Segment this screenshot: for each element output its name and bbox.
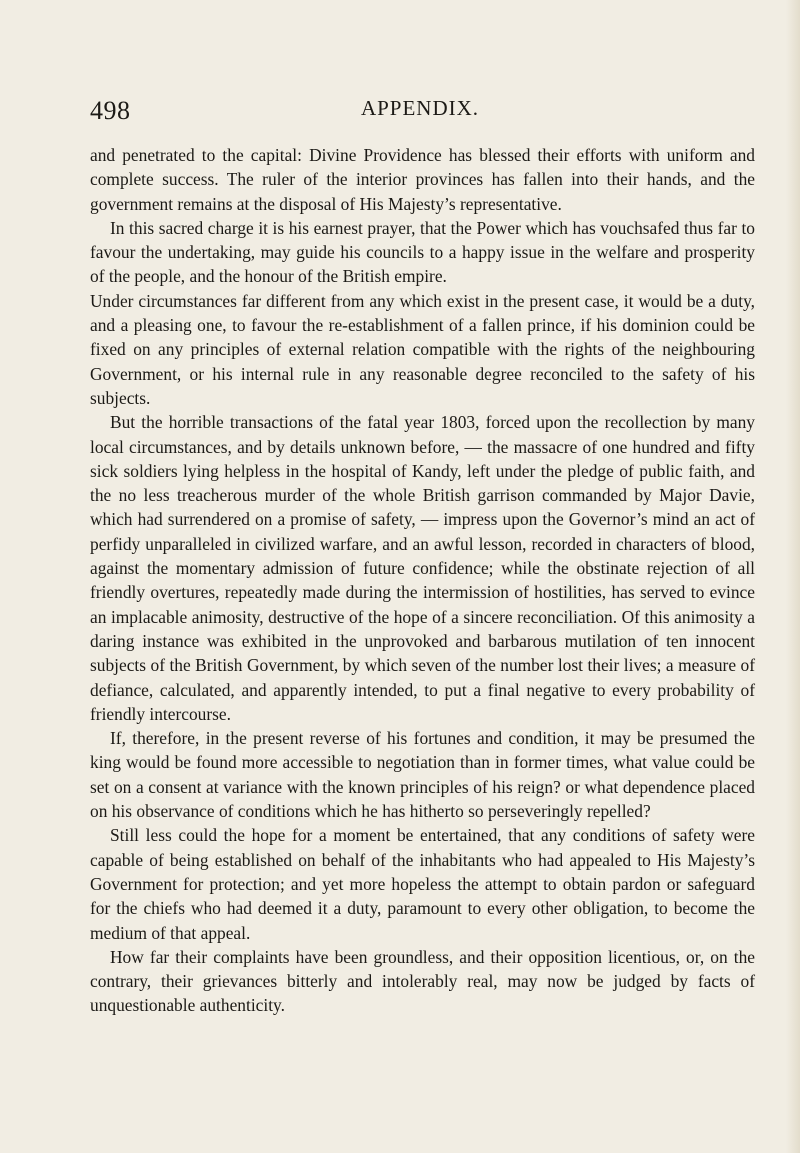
page-header [90, 96, 750, 136]
paragraph-5: If, therefore, in the present reverse of his fortunes and condition, it may be presumed the king would be found more accessible to negotiation than in former times, what value could be set on a consent at variance with the known principles of his reign? or what dependence placed on his observance of conditions which he has hitherto so perseveringly repelled? [90, 728, 755, 822]
running-head: APPENDIX. [360, 96, 480, 120]
page-edge-shadow [786, 0, 800, 1153]
paragraph-7: How far their complaints have been groundless, and their opposition licentious, or, on the contrary, their grievances bitterly and intolerably real, may now be judged by facts of unquestionable authenticity. [90, 946, 755, 1016]
paragraph-4: But the horrible transactions of the fatal year 1803, forced upon the recollection by many local circumstances, and by details unknown before, — the massacre of one hundred and fifty sick soldiers lying helpless in the hospital of Kandy, left under the pledge of public faith, and the no less treacherous murder of the whole British garrison commanded by Major Davie, which had surrendered on a promise of safety, — impress upon the Governor’s mind an act of perfidy unparalleled in civilized warfare, and an awful lesson, recorded in characters of blood, against the momentary admission of future confidence; while the obstinate rejection of all friendly overtures, repeatedly made during the intermission of hostilities, has served to evince an implacable animosity, destructive of the hope of a sincere reconciliation. Of this animosity a daring instance was exhibited in the unprovoked and barbarous mutilation of ten innocent subjects of the British Government, by which seven of the number lost their lives; a measure of defiance, calculated, and apparently intended, to put a final negative to every probability of friendly intercourse. [90, 412, 755, 724]
paragraph-3: Under circumstances far different from any which exist in the present case, it would be a duty, and a pleasing one, to favour the re-establishment of a fallen prince, if his dominion could be fixed on any principles of external relation compatible with the rights of the neighbouring Government, or his internal rule in any reasonable degree reconciled to the safety of his subjects. [90, 290, 755, 408]
body-text [90, 143, 755, 1018]
paragraph-6: Still less could the hope for a moment be entertained, that any conditions of safety were capable of being established on behalf of the inhabitants who had appealed to His Majesty’s Government for protection; and yet more hopeless the attempt to obtain pardon or safeguard for the chiefs who had deemed it a duty, paramount to every other obligation, to become the medium of that appeal. [90, 825, 755, 943]
paragraph-1: and penetrated to the capital: Divine Providence has blessed their efforts with uniform and complete success. The ruler of the interior provinces has fallen into their hands, and the government remains at the disposal of His Majesty’s representative. [90, 145, 755, 214]
page-number: 498 [90, 96, 131, 125]
paragraph-2: In this sacred charge it is his earnest prayer, that the Power which has vouchsafed thus far to favour the undertaking, may guide his councils to a happy issue in the welfare and prosperity of the people, and the honour of the British empire. [90, 217, 755, 287]
